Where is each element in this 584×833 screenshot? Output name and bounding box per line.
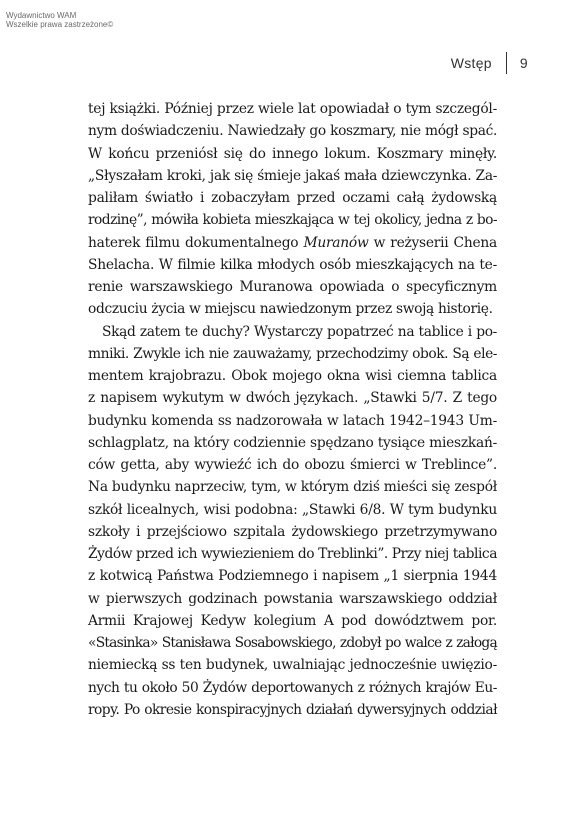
text-line: rodzinę”, mówiła kobieta mieszkająca w tej okolicy, jedna z bo-: [88, 212, 497, 229]
text-line: budynku komenda ss nadzorowała w latach 1942–1943 Um-: [88, 412, 497, 429]
text-line: mniki. Zwykle ich nie zauważamy, przechodzimy obok. Są ele-: [88, 345, 497, 362]
text-line: szkół licealnych, wisi podobna: „Stawki 6/8. W tym budynku: [88, 501, 497, 518]
text-line: Shelacha. W filmie kilka młodych osób mieszkających na te-: [88, 256, 497, 273]
text-line: z kotwicą Państwa Podziemnego i napisem „1 sierpnia 1944: [88, 568, 497, 585]
text-line: ropy. Po okresie konspiracyjnych działań dywersyjnych oddział: [88, 701, 497, 718]
text-line: W końcu przeniósł się do innego lokum. Koszmary minęły.: [88, 145, 497, 162]
text-line: w pierwszych godzinach powstania warszawskiego oddział: [88, 590, 497, 607]
text-line: Żydów przed ich wywiezieniem do Treblinki”. Przy niej tablica: [88, 546, 497, 562]
body-text: [88, 98, 497, 721]
text-line: paliłam światło i zobaczyłam przed oczami całą żydowską: [88, 190, 497, 206]
watermark: [6, 11, 113, 29]
text-line: schlagplatz, na który codziennie spędzano tysiące mieszkań-: [88, 434, 497, 451]
page-number: 9: [519, 55, 528, 71]
text-line: „Słyszałam kroki, jak się śmieje jakaś mała dziewczynka. Za-: [88, 167, 498, 184]
running-head: [451, 52, 528, 74]
text-line: niemiecką ss ten budynek, uwalniając jednocześnie uwięzio-: [88, 657, 497, 674]
text-line: Armii Krajowej Kedyw kolegium A pod dowództwem por.: [88, 612, 497, 629]
text-line: Na budynku naprzeciw, tym, w którym dziś mieści się zespół: [88, 479, 497, 496]
text-line: Skąd zatem te duchy? Wystarczy popatrzeć na tablice i po-: [102, 323, 497, 340]
text-line: z napisem wykutym w dwóch językach. „Stawki 5/7. Z tego: [88, 390, 497, 407]
text-line: «Stasinka» Stanisława Sosabowskiego, zdobył po walce z załogą: [88, 635, 497, 651]
chapter-title: Wstęp: [450, 55, 492, 71]
watermark-publisher: Wydawnictwo WAM: [6, 11, 77, 20]
text-line: ców getta, aby wywieźć ich do obozu śmierci w Treblince”.: [88, 457, 497, 473]
text-line: renie warszawskiego Muranowa opowiada o specyficznym: [88, 279, 497, 295]
text-line: nych tu około 50 Żydów deportowanych z różnych krajów Eu-: [88, 679, 497, 696]
header-divider: [506, 52, 507, 74]
text-line: mentem krajobrazu. Obok mojego okna wisi ciemna tablica: [88, 368, 497, 384]
film-title: Muranów: [303, 234, 369, 251]
text-line: szkoły i przejściowo szpitala żydowskiego przetrzymywano: [88, 523, 497, 540]
text-line: nym doświadczeniu. Nawiedzały go koszmary, nie mógł spać.: [88, 123, 497, 140]
watermark-copyright: Wszelkie prawa zastrzeżone©: [6, 20, 114, 29]
text-line: odczuciu życia w miejscu nawiedzonym przez swoją historię.: [88, 301, 493, 318]
text-line: tej książki. Później przez wiele lat opowiadał o tym szczegól-: [88, 101, 497, 117]
text-line: haterek filmu dokumentalnego Muranów w reżyserii Chena: [88, 234, 497, 251]
